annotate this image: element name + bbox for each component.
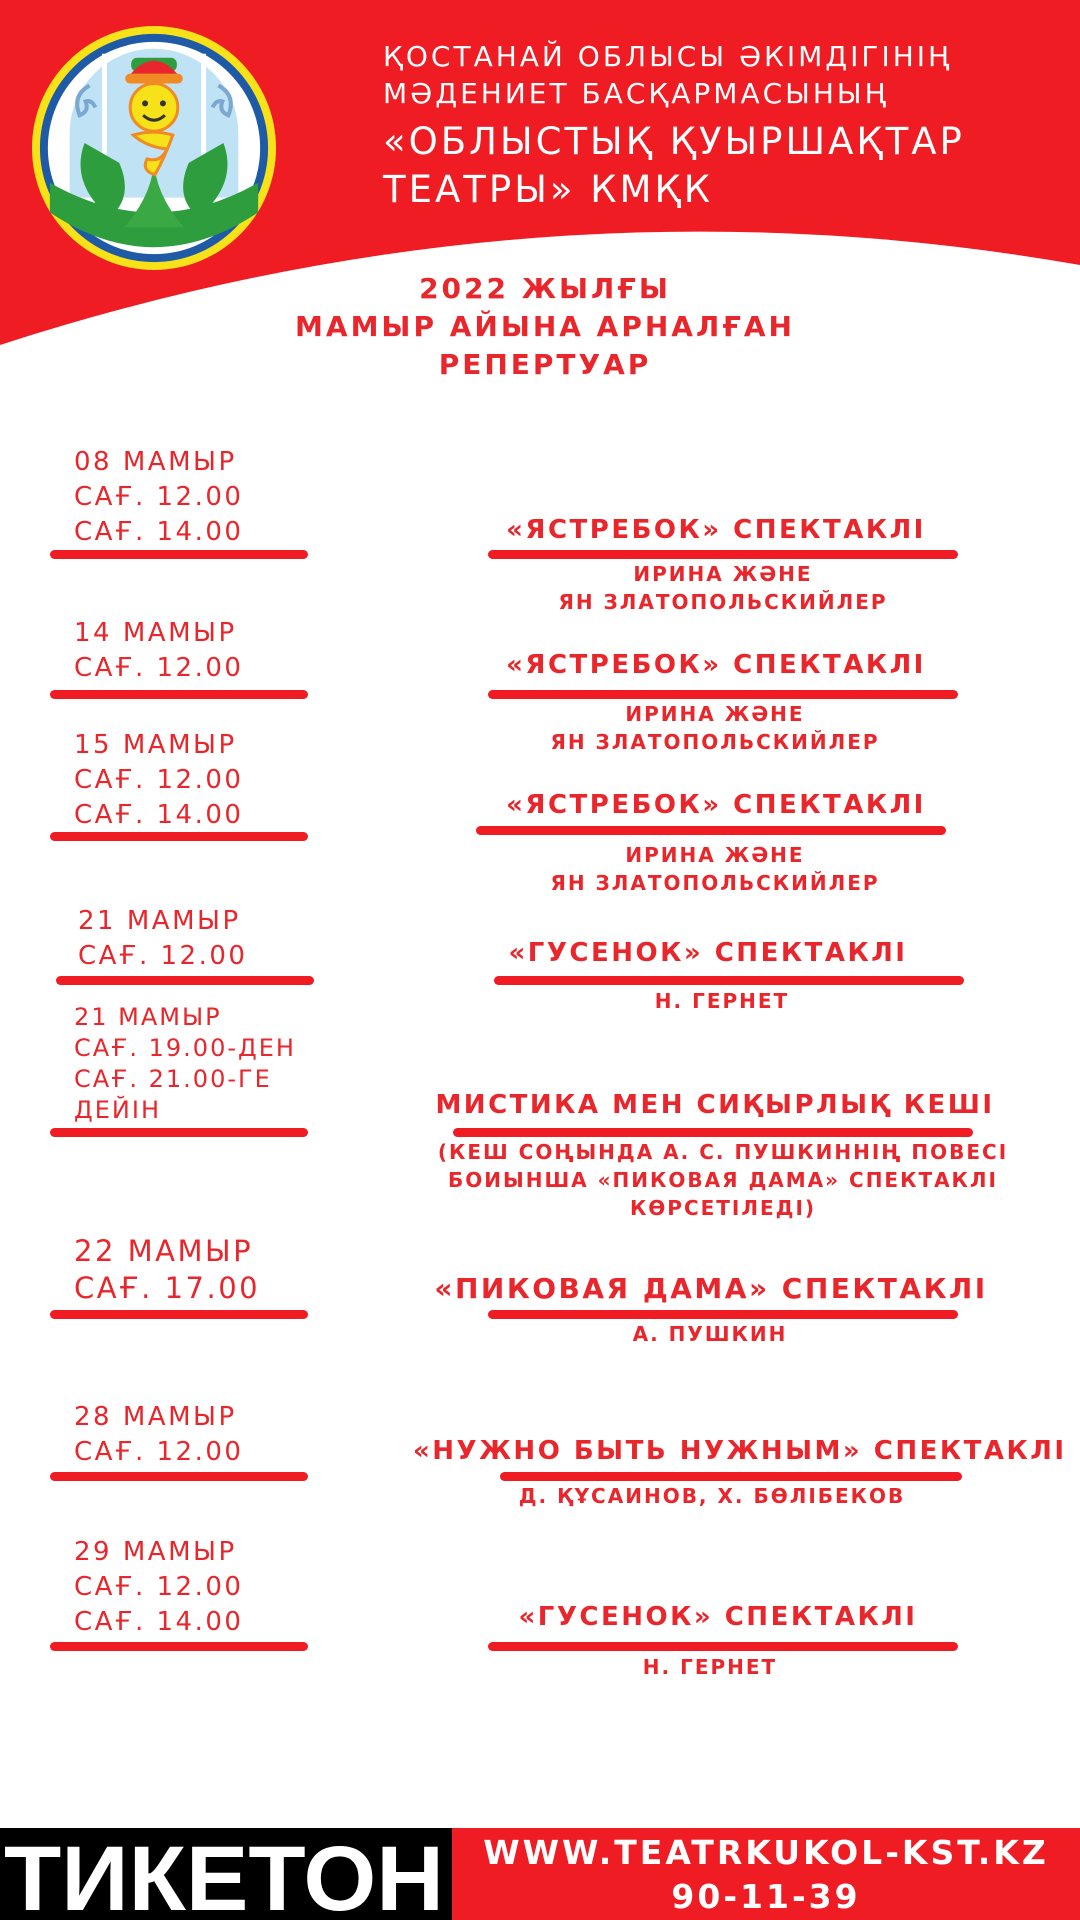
show-underline (488, 690, 958, 699)
date-underline (50, 1472, 308, 1481)
author-line: ИРИНА ЖӘНЕ (633, 562, 813, 586)
author-line: (КЕШ СОҢЫНДА А. С. ПУШКИННІҢ ПОВЕСІ (437, 1140, 1009, 1164)
organization-line-4: ТЕАТРЫ» КМҚК (383, 168, 713, 211)
tiketon-logo[interactable] (0, 1828, 452, 1920)
entry-time: САҒ. 12.00 (74, 1437, 244, 1467)
show-title: «ЯСТРЕБОК» СПЕКТАКЛІ (506, 515, 926, 545)
author-line: А. ПУШКИН (632, 1322, 788, 1346)
show-title: «ГУСЕНОК» СПЕКТАКЛІ (518, 1602, 918, 1632)
page-title-line-3: РЕПЕРТУАР (438, 348, 652, 381)
entry-time: САҒ. 14.00 (74, 800, 244, 830)
schedule-entry-4-datetime (78, 904, 247, 974)
show-title: «ГУСЕНОК» СПЕКТАКЛІ (508, 938, 908, 968)
show-title: «ЯСТРЕБОК» СПЕКТАКЛІ (506, 650, 926, 680)
author-line: Н. ГЕРНЕТ (642, 1655, 778, 1679)
date-underline (50, 1310, 308, 1319)
show-author (413, 560, 1033, 616)
entry-date: 21 МАМЫР (74, 1003, 222, 1031)
author-line: КӨРСЕТІЛЕДІ) (629, 1196, 817, 1220)
entry-time: САҒ. 12.00 (74, 653, 244, 683)
website-link[interactable]: WWW.TEATRKUKOL-KST.KZ (483, 1833, 1049, 1872)
show-underline (500, 1472, 962, 1481)
date-underline (50, 1128, 308, 1137)
show-author (405, 841, 1025, 897)
show-title: МИСТИКА МЕН СИҚЫРЛЫҚ КЕШІ (435, 1090, 995, 1120)
schedule-entry-1-datetime (74, 445, 243, 550)
author-line: БОИЫНША «ПИКОВАЯ ДАМА» СПЕКТАКЛІ (448, 1168, 998, 1192)
show-author (405, 700, 1025, 756)
date-underline (56, 976, 314, 985)
entry-time: САҒ. 12.00 (78, 941, 248, 971)
schedule-entry-7-datetime (74, 1400, 243, 1470)
show-underline (488, 1310, 958, 1319)
show-author (412, 987, 1032, 1015)
organization-line-2: МӘДЕНИЕТ БАСҚАРМАСЫНЫҢ (383, 77, 889, 110)
author-line: ЯН ЗЛАТОПОЛЬСКИЙЛЕР (550, 871, 880, 895)
entry-time: САҒ. 19.00-ДЕН (74, 1034, 296, 1062)
schedule-entry-3-datetime (74, 728, 243, 833)
tiketon-wordmark: ТИКЕТОН (4, 1828, 444, 1920)
show-author (400, 1653, 1020, 1681)
show-underline (488, 1642, 958, 1651)
entry-date: 14 МАМЫР (74, 618, 237, 648)
show-title: «ЯСТРЕБОК» СПЕКТАКЛІ (506, 790, 926, 820)
date-underline (50, 690, 308, 699)
schedule-entry-6-datetime (74, 1233, 260, 1307)
entry-date: 15 МАМЫР (74, 730, 237, 760)
author-line: ЯН ЗЛАТОПОЛЬСКИЙЛЕР (558, 590, 888, 614)
schedule-entry-8-datetime (74, 1535, 243, 1640)
show-author (400, 1320, 1020, 1348)
author-line: ИРИНА ЖӘНЕ (625, 843, 805, 867)
date-underline (50, 832, 308, 841)
entry-time: САҒ. 12.00 (74, 765, 244, 795)
phone-number[interactable]: 90-11-39 (671, 1877, 861, 1916)
entry-date: 28 МАМЫР (74, 1402, 237, 1432)
page-title-line-2: МАМЫР АЙЫНА АРНАЛҒАН (295, 310, 795, 343)
entry-time: САҒ. 12.00 (74, 1572, 244, 1602)
show-underline (453, 1128, 973, 1137)
entry-date: 29 МАМЫР (74, 1537, 237, 1567)
page-title-line-1: 2022 ЖЫЛҒЫ (419, 272, 671, 305)
entry-time: САҒ. 12.00 (74, 482, 244, 512)
date-underline (50, 550, 308, 559)
entry-date: 21 МАМЫР (78, 906, 241, 936)
date-underline (50, 1642, 308, 1651)
entry-time: САҒ. 17.00 (74, 1271, 261, 1305)
author-line: Д. ҚҰСАИНОВ, Х. БӨЛІБЕКОВ (518, 1484, 906, 1508)
show-title: «ПИКОВАЯ ДАМА» СПЕКТАКЛІ (434, 1272, 988, 1305)
entry-time: ДЕЙІН (74, 1096, 161, 1124)
author-line: Н. ГЕРНЕТ (654, 989, 790, 1013)
entry-time: САҒ. 21.00-ГЕ (74, 1065, 272, 1093)
author-line: ИРИНА ЖӘНЕ (625, 702, 805, 726)
entry-date: 08 МАМЫР (74, 447, 237, 477)
entry-time: САҒ. 14.00 (74, 517, 244, 547)
organization-line-1: ҚОСТАНАЙ ОБЛЫСЫ ӘКІМДІГІНІҢ (383, 40, 953, 73)
entry-date: 22 МАМЫР (74, 1234, 254, 1268)
organization-line-3: «ОБЛЫСТЫҚ ҚУЫРШАҚТАР (383, 120, 965, 163)
show-author (413, 1138, 1033, 1222)
schedule-entry-5-datetime (74, 1002, 296, 1126)
show-underline (488, 550, 958, 559)
show-title: «НУЖНО БЫТЬ НУЖНЫМ» СПЕКТАКЛІ (413, 1436, 1067, 1466)
entry-time: САҒ. 14.00 (74, 1607, 244, 1637)
show-underline (476, 826, 946, 835)
theatre-logo-icon (30, 24, 278, 272)
show-underline (494, 976, 964, 985)
show-author (402, 1482, 1022, 1510)
author-line: ЯН ЗЛАТОПОЛЬСКИЙЛЕР (550, 730, 880, 754)
schedule-entry-2-datetime (74, 616, 243, 686)
